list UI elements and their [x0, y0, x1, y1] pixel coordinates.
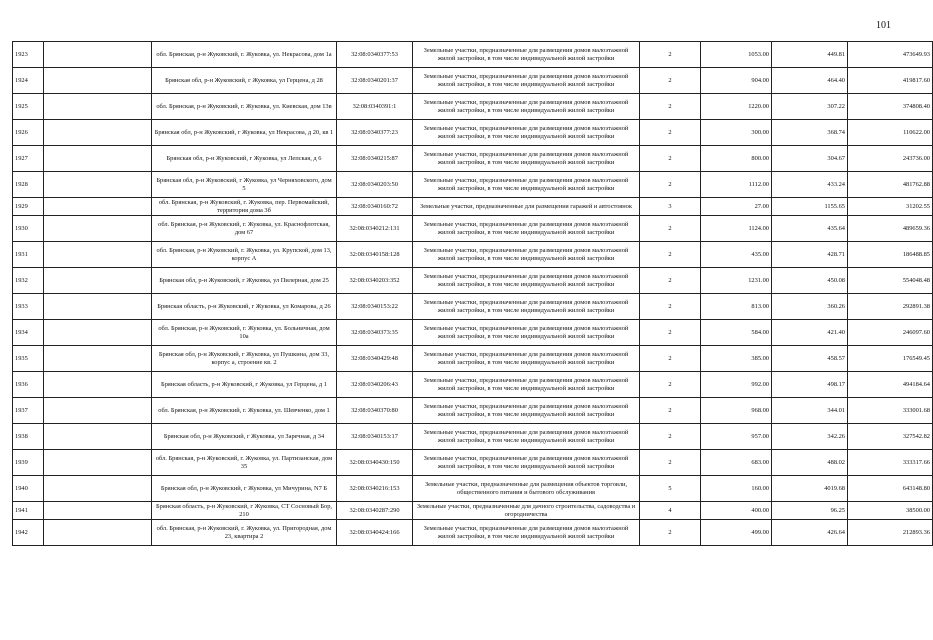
land-use-cell: Земельные участки, предназначенные для размещения домов малоэтажной жилой застройки, в том числе индивидуальной жилой застройки	[413, 268, 640, 294]
empty-cell	[44, 424, 152, 450]
table-row	[13, 172, 933, 198]
area-cell: 1112.00	[701, 172, 772, 198]
empty-cell	[44, 172, 152, 198]
category-cell: 2	[640, 424, 701, 450]
land-use-cell: Земельные участки, предназначенные для дачного строительства, садоводства и огородничества	[413, 502, 640, 520]
area-cell: 1220.00	[701, 94, 772, 120]
land-use-cell: Земельные участки, предназначенные для размещения домов малоэтажной жилой застройки, в том числе индивидуальной жилой застройки	[413, 120, 640, 146]
cadastral-value-cell: 110622.00	[848, 120, 933, 146]
cadastral-number-cell: 32:08:0340391:1	[337, 94, 413, 120]
area-cell: 385.00	[701, 346, 772, 372]
cadastral-number-cell: 32:08:0340212:131	[337, 216, 413, 242]
cadastral-value-cell: 494184.64	[848, 372, 933, 398]
area-cell: 968.00	[701, 398, 772, 424]
empty-cell	[44, 146, 152, 172]
area-cell: 435.00	[701, 242, 772, 268]
empty-cell	[44, 294, 152, 320]
address-cell: обл. Брянская, р-н Жуковский, г. Жуковка, ул. Крупской, дом 13, корпус А	[152, 242, 337, 268]
empty-cell	[44, 320, 152, 346]
area-cell: 957.00	[701, 424, 772, 450]
cadastral-value-cell: 31202.55	[848, 198, 933, 216]
row-number-cell: 1937	[13, 398, 44, 424]
land-use-cell: Земельные участки, предназначенные для размещения домов малоэтажной жилой застройки, в том числе индивидуальной жилой застройки	[413, 320, 640, 346]
table-row	[13, 294, 933, 320]
empty-cell	[44, 372, 152, 398]
empty-cell	[44, 42, 152, 68]
table-row	[13, 94, 933, 120]
cadastral-value-cell: 554048.48	[848, 268, 933, 294]
area-cell: 400.00	[701, 502, 772, 520]
category-cell: 2	[640, 146, 701, 172]
table-row	[13, 520, 933, 546]
cadastral-number-cell: 32:08:0340377:53	[337, 42, 413, 68]
address-cell: обл. Брянская, р-н Жуковский, г. Жуковка, ул. Партизанская, дом 35	[152, 450, 337, 476]
area-cell: 904.00	[701, 68, 772, 94]
empty-cell	[44, 198, 152, 216]
land-use-cell: Земельные участки, предназначенные для размещения домов малоэтажной жилой застройки, в том числе индивидуальной жилой застройки	[413, 372, 640, 398]
empty-cell	[44, 68, 152, 94]
unit-price-cell: 421.40	[772, 320, 848, 346]
cadastral-value-cell: 643148.80	[848, 476, 933, 502]
row-number-cell: 1935	[13, 346, 44, 372]
cadastral-value-cell: 333317.66	[848, 450, 933, 476]
table-row	[13, 424, 933, 450]
address-cell: Брянская обл, р-н Жуковский, г Жуковка, ул Пушкина, дом 33, корпус а, строение кв. 2	[152, 346, 337, 372]
row-number-cell: 1939	[13, 450, 44, 476]
cadastral-number-cell: 32:08:0340429:48	[337, 346, 413, 372]
table-row	[13, 120, 933, 146]
land-use-cell: Земельные участки, предназначенные для размещения объектов торговли, общественного питания и бытового обслуживания	[413, 476, 640, 502]
land-use-cell: Земельные участки, предназначенные для размещения домов малоэтажной жилой застройки, в том числе индивидуальной жилой застройки	[413, 450, 640, 476]
table-row	[13, 476, 933, 502]
address-cell: Брянская обл, р-н Жуковский, г Жуковка, ул Некрасова, д 20, кв 1	[152, 120, 337, 146]
unit-price-cell: 433.24	[772, 172, 848, 198]
land-use-cell: Земельные участки, предназначенные для размещения домов малоэтажной жилой застройки, в том числе индивидуальной жилой застройки	[413, 242, 640, 268]
table-row	[13, 372, 933, 398]
category-cell: 2	[640, 242, 701, 268]
row-number-cell: 1940	[13, 476, 44, 502]
empty-cell	[44, 242, 152, 268]
land-use-cell: Земельные участки, предназначенные для размещения домов малоэтажной жилой застройки, в том числе индивидуальной жилой застройки	[413, 424, 640, 450]
cadastral-number-cell: 32:08:0340153:17	[337, 424, 413, 450]
category-cell: 2	[640, 216, 701, 242]
category-cell: 2	[640, 172, 701, 198]
address-cell: Брянская обл, р-н Жуковский, г Жуковка, ул Мичурина, N7 Б	[152, 476, 337, 502]
address-cell: обл. Брянская, р-н Жуковский, г. Жуковка, пер. Первомайский, территория дома 3б	[152, 198, 337, 216]
unit-price-cell: 449.81	[772, 42, 848, 68]
land-use-cell: Земельные участки, предназначенные для размещения домов малоэтажной жилой застройки, в том числе индивидуальной жилой застройки	[413, 42, 640, 68]
category-cell: 4	[640, 502, 701, 520]
cadastral-number-cell: 32:08:0340370:80	[337, 398, 413, 424]
unit-price-cell: 1155.65	[772, 198, 848, 216]
area-cell: 992.00	[701, 372, 772, 398]
empty-cell	[44, 268, 152, 294]
cadastral-value-cell: 473649.93	[848, 42, 933, 68]
cadastral-value-cell: 489659.36	[848, 216, 933, 242]
table-row	[13, 216, 933, 242]
land-use-cell: Земельные участки, предназначенные для размещения домов малоэтажной жилой застройки, в том числе индивидуальной жилой застройки	[413, 520, 640, 546]
area-cell: 300.00	[701, 120, 772, 146]
cadastral-value-cell: 481762.88	[848, 172, 933, 198]
category-cell: 2	[640, 520, 701, 546]
area-cell: 27.00	[701, 198, 772, 216]
area-cell: 813.00	[701, 294, 772, 320]
table-row	[13, 198, 933, 216]
address-cell: Брянская область, р-н Жуковский, г Жуковка, СТ Сосновый Бор, 210	[152, 502, 337, 520]
row-number-cell: 1941	[13, 502, 44, 520]
row-number-cell: 1929	[13, 198, 44, 216]
empty-cell	[44, 502, 152, 520]
category-cell: 2	[640, 320, 701, 346]
unit-price-cell: 458.57	[772, 346, 848, 372]
area-cell: 160.00	[701, 476, 772, 502]
cadastral-value-cell: 176549.45	[848, 346, 933, 372]
cadastral-number-cell: 32:08:0340153:22	[337, 294, 413, 320]
cadastral-number-cell: 32:08:0340215:87	[337, 146, 413, 172]
category-cell: 2	[640, 94, 701, 120]
address-cell: обл. Брянская, р-н Жуковский, г. Жуковка, ул. Некрасова, дом 1а	[152, 42, 337, 68]
unit-price-cell: 304.67	[772, 146, 848, 172]
row-number-cell: 1932	[13, 268, 44, 294]
land-use-cell: Земельные участки, предназначенные для размещения домов малоэтажной жилой застройки, в том числе индивидуальной жилой застройки	[413, 216, 640, 242]
empty-cell	[44, 120, 152, 146]
category-cell: 5	[640, 476, 701, 502]
table-row	[13, 346, 933, 372]
land-use-cell: Земельные участки, предназначенные для размещения домов малоэтажной жилой застройки, в том числе индивидуальной жилой застройки	[413, 346, 640, 372]
empty-cell	[44, 520, 152, 546]
category-cell: 2	[640, 346, 701, 372]
area-cell: 800.00	[701, 146, 772, 172]
address-cell: Брянская обл, р-н Жуковский, г Жуковка, ул Герцена, д 28	[152, 68, 337, 94]
empty-cell	[44, 346, 152, 372]
table-row	[13, 398, 933, 424]
land-use-cell: Земельные участки, предназначенные для размещения домов малоэтажной жилой застройки, в том числе индивидуальной жилой застройки	[413, 68, 640, 94]
address-cell: Брянская обл, р-н Жуковский, г Жуковка, ул Лепская, д 6	[152, 146, 337, 172]
cadastral-value-cell: 292891.38	[848, 294, 933, 320]
unit-price-cell: 450.08	[772, 268, 848, 294]
unit-price-cell: 426.64	[772, 520, 848, 546]
unit-price-cell: 435.64	[772, 216, 848, 242]
row-number-cell: 1938	[13, 424, 44, 450]
table-row	[13, 242, 933, 268]
unit-price-cell: 498.17	[772, 372, 848, 398]
table-row	[13, 502, 933, 520]
table-row	[13, 320, 933, 346]
category-cell: 2	[640, 398, 701, 424]
row-number-cell: 1933	[13, 294, 44, 320]
cadastral-number-cell: 32:08:0340377:23	[337, 120, 413, 146]
cadastral-number-cell: 32:08:0340203:352	[337, 268, 413, 294]
area-cell: 683.00	[701, 450, 772, 476]
empty-cell	[44, 476, 152, 502]
cadastral-value-cell: 186488.85	[848, 242, 933, 268]
row-number-cell: 1931	[13, 242, 44, 268]
cadastral-value-cell: 212893.36	[848, 520, 933, 546]
table-body	[13, 42, 933, 546]
row-number-cell: 1936	[13, 372, 44, 398]
empty-cell	[44, 94, 152, 120]
category-cell: 2	[640, 42, 701, 68]
cadastral-number-cell: 32:08:0340201:37	[337, 68, 413, 94]
land-registry-table	[12, 41, 933, 546]
cadastral-value-cell: 333001.68	[848, 398, 933, 424]
row-number-cell: 1930	[13, 216, 44, 242]
land-use-cell: Земельные участки, предназначенные для размещения домов малоэтажной жилой застройки, в том числе индивидуальной жилой застройки	[413, 94, 640, 120]
unit-price-cell: 344.01	[772, 398, 848, 424]
unit-price-cell: 96.25	[772, 502, 848, 520]
area-cell: 584.00	[701, 320, 772, 346]
address-cell: Брянская область, р-н Жуковский, г Жуковка, ул Комарова, д 26	[152, 294, 337, 320]
unit-price-cell: 428.71	[772, 242, 848, 268]
cadastral-value-cell: 419817.60	[848, 68, 933, 94]
cadastral-number-cell: 32:08:0340430:150	[337, 450, 413, 476]
address-cell: обл. Брянская, р-н Жуковский, г. Жуковка, ул. Краснофлотская, дом 67	[152, 216, 337, 242]
land-use-cell: Земельные участки, предназначенные для размещения домов малоэтажной жилой застройки, в том числе индивидуальной жилой застройки	[413, 146, 640, 172]
address-cell: Брянская обл, р-н Жуковский, г Жуковка, ул Черняховского, дом 5	[152, 172, 337, 198]
cadastral-number-cell: 32:08:0340287:290	[337, 502, 413, 520]
table-row	[13, 68, 933, 94]
cadastral-number-cell: 32:08:0340203:50	[337, 172, 413, 198]
category-cell: 2	[640, 294, 701, 320]
table-row	[13, 450, 933, 476]
address-cell: обл. Брянская, р-н Жуковский, г. Жуковка, ул. Больничная, дом 10а	[152, 320, 337, 346]
category-cell: 2	[640, 120, 701, 146]
row-number-cell: 1942	[13, 520, 44, 546]
address-cell: обл. Брянская, р-н Жуковский, г. Жуковка, ул. Пригородная, дом 23, квартира 2	[152, 520, 337, 546]
area-cell: 499.00	[701, 520, 772, 546]
unit-price-cell: 4019.68	[772, 476, 848, 502]
row-number-cell: 1925	[13, 94, 44, 120]
row-number-cell: 1927	[13, 146, 44, 172]
land-use-cell: Земельные участки, предназначенные для размещения домов малоэтажной жилой застройки, в том числе индивидуальной жилой застройки	[413, 294, 640, 320]
cadastral-value-cell: 246097.60	[848, 320, 933, 346]
empty-cell	[44, 398, 152, 424]
address-cell: обл. Брянская, р-н Жуковский, г. Жуковка, ул. Шевченко, дом 1	[152, 398, 337, 424]
address-cell: Брянская обл, р-н Жуковский, г Жуковка, ул Пилерная, дом 25	[152, 268, 337, 294]
category-cell: 2	[640, 372, 701, 398]
unit-price-cell: 464.40	[772, 68, 848, 94]
empty-cell	[44, 450, 152, 476]
table-row	[13, 42, 933, 68]
cadastral-number-cell: 32:08:0340206:43	[337, 372, 413, 398]
row-number-cell: 1923	[13, 42, 44, 68]
unit-price-cell: 368.74	[772, 120, 848, 146]
unit-price-cell: 360.26	[772, 294, 848, 320]
page-number: 101	[876, 20, 891, 31]
cadastral-value-cell: 374808.40	[848, 94, 933, 120]
row-number-cell: 1924	[13, 68, 44, 94]
empty-cell	[44, 216, 152, 242]
row-number-cell: 1928	[13, 172, 44, 198]
cadastral-number-cell: 32:08:0340373:35	[337, 320, 413, 346]
cadastral-number-cell: 32:08:0340158:128	[337, 242, 413, 268]
cadastral-number-cell: 32:08:0340424:166	[337, 520, 413, 546]
address-cell: Брянская область, р-н Жуковский, г Жуковка, ул Герцена, д 1	[152, 372, 337, 398]
area-cell: 1231.00	[701, 268, 772, 294]
address-cell: Брянская обл, р-н Жуковский, г Жуковка, ул Заречная, д 34	[152, 424, 337, 450]
address-cell: обл. Брянская, р-н Жуковский, г. Жуковка, ул. Киевская, дом 13в	[152, 94, 337, 120]
unit-price-cell: 307.22	[772, 94, 848, 120]
row-number-cell: 1926	[13, 120, 44, 146]
cadastral-number-cell: 32:08:0340160:72	[337, 198, 413, 216]
cadastral-value-cell: 327542.82	[848, 424, 933, 450]
cadastral-value-cell: 38500.00	[848, 502, 933, 520]
land-use-cell: Земельные участки, предназначенные для размещения домов малоэтажной жилой застройки, в том числе индивидуальной жилой застройки	[413, 398, 640, 424]
row-number-cell: 1934	[13, 320, 44, 346]
unit-price-cell: 488.02	[772, 450, 848, 476]
table-row	[13, 146, 933, 172]
category-cell: 2	[640, 68, 701, 94]
category-cell: 2	[640, 450, 701, 476]
cadastral-number-cell: 32:08:0340216:153	[337, 476, 413, 502]
category-cell: 2	[640, 268, 701, 294]
table-row	[13, 268, 933, 294]
land-use-cell: Земельные участки, предназначенные для размещения гаражей и автостоянок	[413, 198, 640, 216]
cadastral-value-cell: 243736.00	[848, 146, 933, 172]
unit-price-cell: 342.26	[772, 424, 848, 450]
area-cell: 1053.00	[701, 42, 772, 68]
category-cell: 3	[640, 198, 701, 216]
land-use-cell: Земельные участки, предназначенные для размещения домов малоэтажной жилой застройки, в том числе индивидуальной жилой застройки	[413, 172, 640, 198]
area-cell: 1124.00	[701, 216, 772, 242]
